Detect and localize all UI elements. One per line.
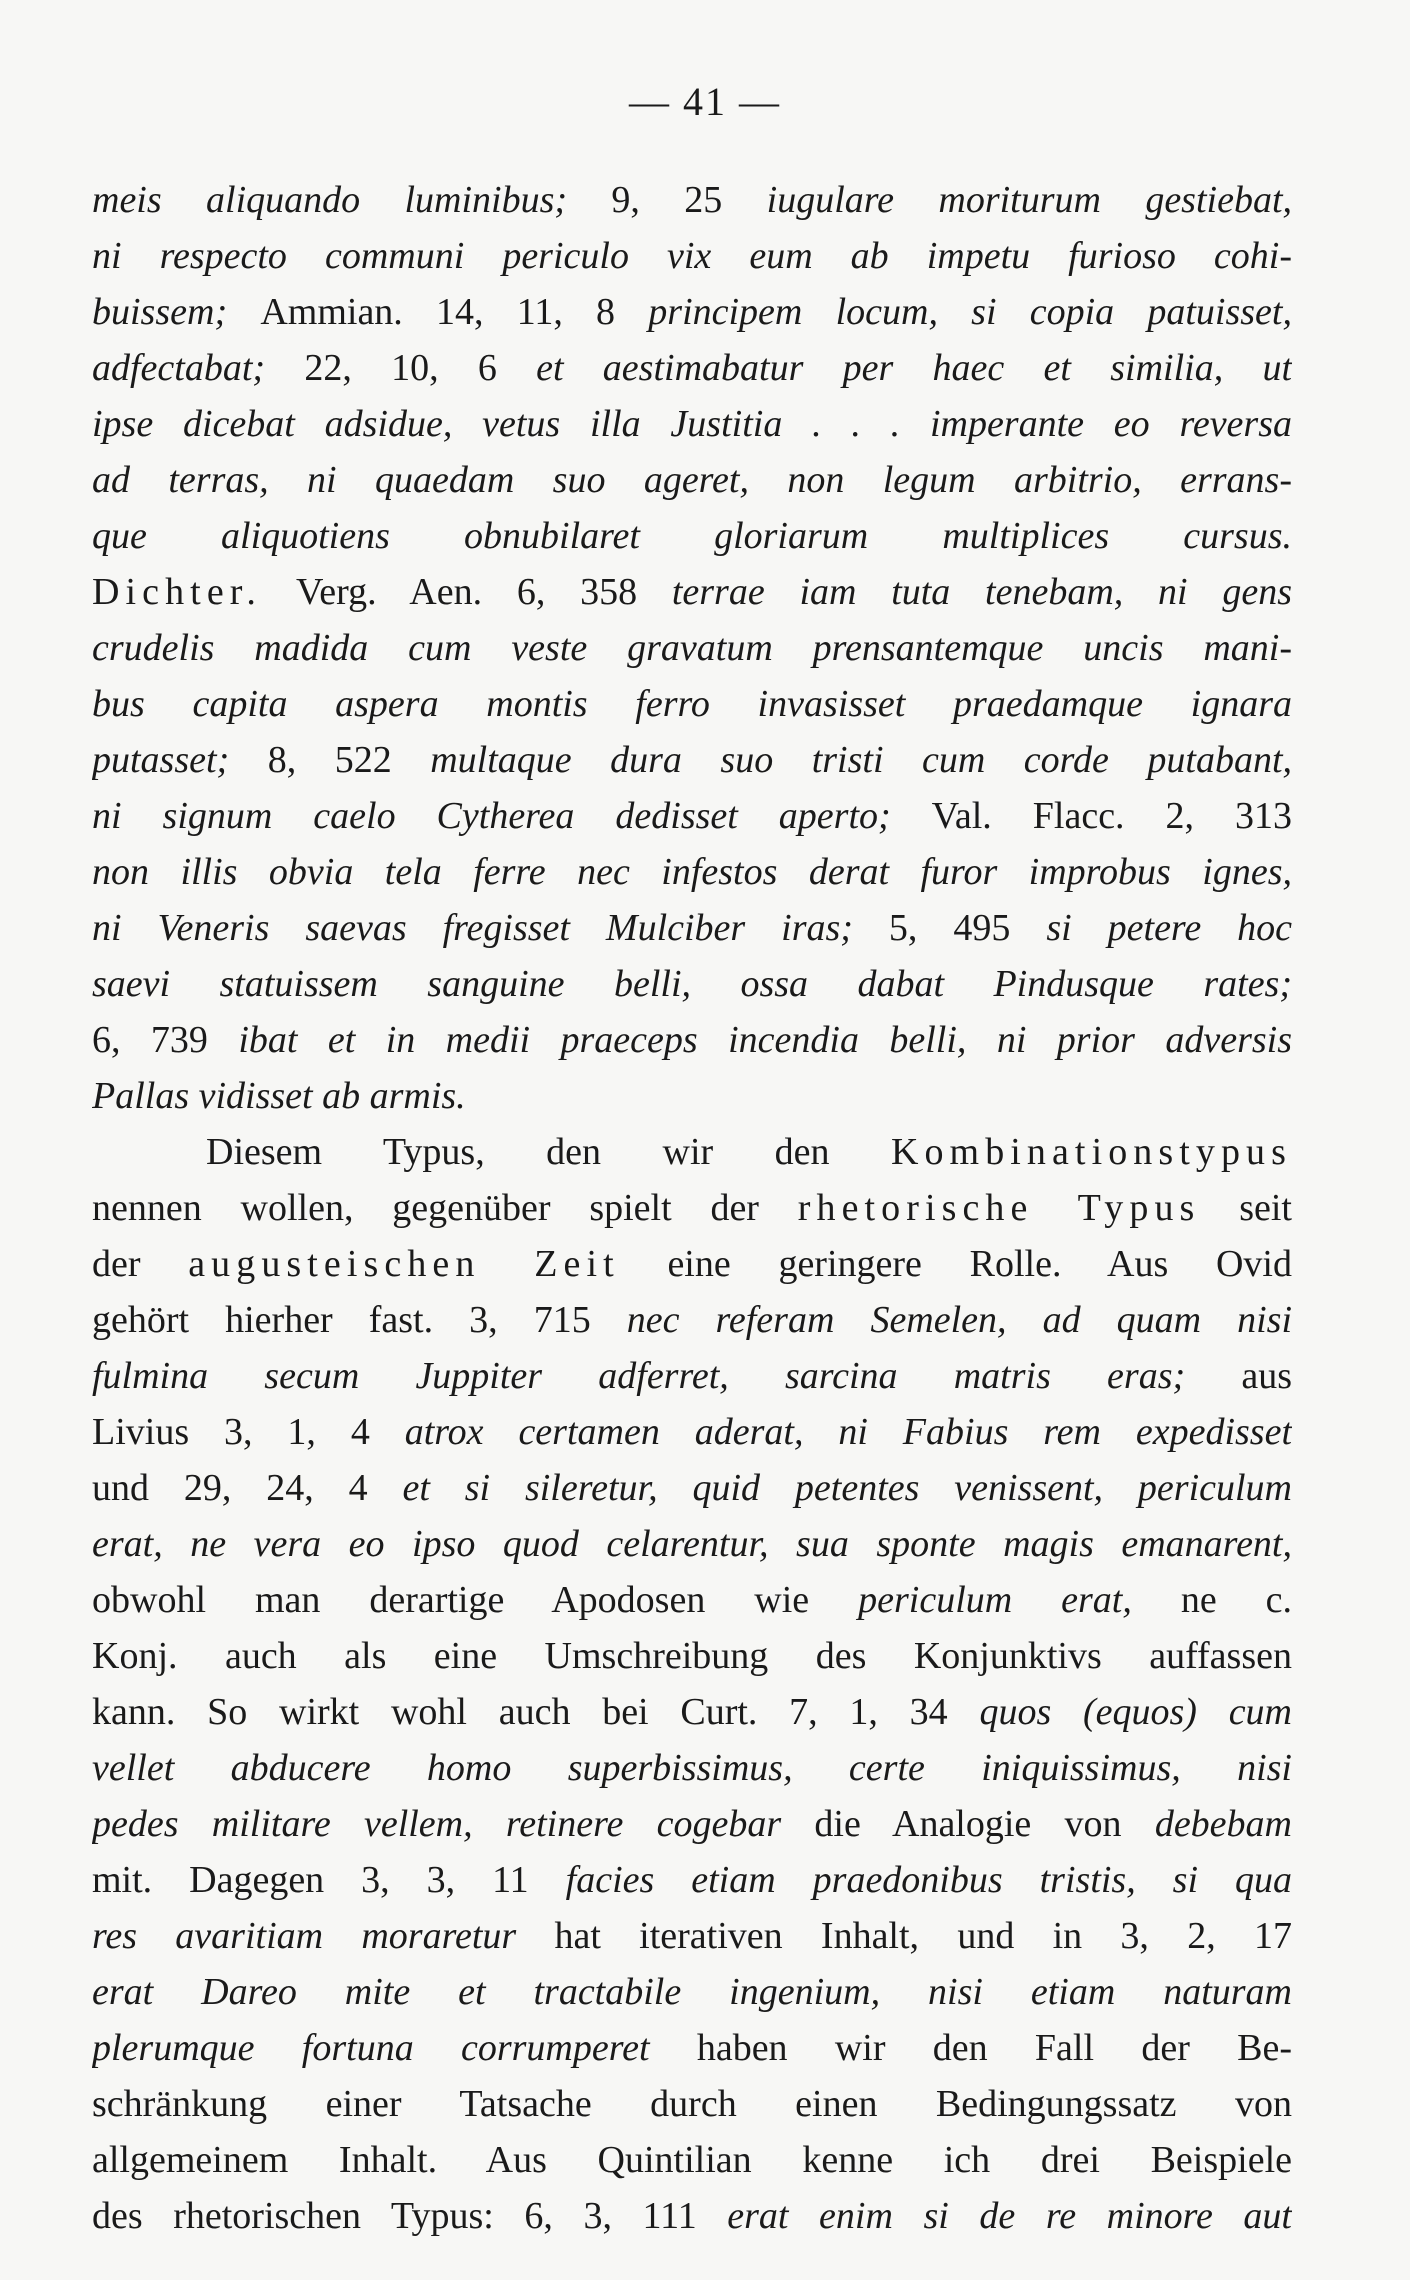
text-line bbox=[92, 1628, 1292, 1684]
text-segment: hat iterativen Inhalt, und in 3, 2, 17 bbox=[554, 1915, 1292, 1957]
latin-quote: et si sileretur, quid petentes venissent, periculum bbox=[402, 1467, 1292, 1509]
text-line bbox=[92, 1964, 1292, 2020]
text-segment: Ammian. 14, 11, 8 bbox=[260, 291, 649, 333]
text-segment: 9, 25 bbox=[611, 179, 767, 221]
latin-quote: nec referam Semelen, ad quam nisi bbox=[626, 1299, 1292, 1341]
text-line bbox=[92, 1292, 1292, 1348]
latin-quote: et aestimabatur per haec et similia, ut bbox=[536, 347, 1292, 389]
latin-quote: ibat et in medii praeceps incendia belli, ni prior adversis bbox=[238, 1019, 1292, 1061]
latin-quote: fulmina secum Juppiter adferret, sarcina matris eras; bbox=[92, 1355, 1242, 1397]
text-line bbox=[92, 1348, 1292, 1404]
text-line bbox=[92, 2132, 1292, 2188]
text-line bbox=[92, 620, 1292, 676]
text-segment: allgemeinem Inhalt. Aus Quintilian kenne ich drei Beispiele bbox=[92, 2139, 1292, 2181]
latin-quote: debebam bbox=[1154, 1803, 1292, 1845]
latin-quote: pedes militare vellem, retinere cogebar bbox=[92, 1803, 815, 1845]
latin-quote: ad terras, ni quaedam suo ageret, non legum arbitrio, errans- bbox=[92, 459, 1292, 501]
text-line bbox=[92, 508, 1292, 564]
text-line bbox=[92, 1124, 1292, 1180]
latin-quote: que aliquotiens obnubilaret gloriarum multiplices cursus. bbox=[92, 515, 1292, 557]
text-segment: 5, 495 bbox=[888, 907, 1047, 949]
text-line bbox=[92, 2076, 1292, 2132]
text-line bbox=[92, 1068, 1292, 1124]
text-line bbox=[92, 1796, 1292, 1852]
text-line bbox=[92, 956, 1292, 1012]
page-number: — 41 — bbox=[629, 79, 781, 124]
latin-quote: meis aliquando luminibus; bbox=[92, 179, 612, 221]
text-line bbox=[92, 228, 1292, 284]
text-segment: eine geringere Rolle. Aus Ovid bbox=[619, 1243, 1292, 1285]
text-line bbox=[92, 340, 1292, 396]
latin-quote: periculum erat, bbox=[858, 1579, 1181, 1621]
latin-quote: putasset; bbox=[92, 739, 268, 781]
text-line bbox=[92, 1684, 1292, 1740]
latin-quote: si petere hoc bbox=[1046, 907, 1292, 949]
text-line bbox=[92, 564, 1292, 620]
body-text bbox=[92, 172, 1292, 2244]
text-segment: Diesem Typus, den wir den bbox=[206, 1131, 891, 1173]
text-segment: mit. Dagegen 3, 3, 11 bbox=[92, 1859, 566, 1901]
text-line bbox=[92, 1516, 1292, 1572]
text-segment: Val. Flacc. 2, 313 bbox=[931, 795, 1292, 837]
text-line bbox=[92, 676, 1292, 732]
text-line bbox=[92, 1852, 1292, 1908]
latin-quote: erat enim si de re minore aut bbox=[727, 2195, 1292, 2237]
text-segment: die Analogie von bbox=[814, 1803, 1155, 1845]
text-segment: haben wir den Fall der Be- bbox=[696, 2027, 1292, 2069]
latin-quote: ni signum caelo Cytherea dedisset aperto; bbox=[92, 795, 932, 837]
text-segment: seit bbox=[1200, 1187, 1292, 1229]
latin-quote: saevi statuissem sanguine belli, ossa dabat Pindusque rates; bbox=[92, 963, 1292, 1005]
text-line bbox=[92, 2020, 1292, 2076]
text-line bbox=[92, 1460, 1292, 1516]
text-segment: Verg. Aen. 6, 358 bbox=[262, 571, 672, 613]
latin-quote: res avaritiam moraretur bbox=[92, 1915, 555, 1957]
latin-quote: erat Dareo mite et tractabile ingenium, nisi etiam naturam bbox=[92, 1971, 1292, 2013]
latin-quote: non illis obvia tela ferre nec infestos derat furor improbus ignes, bbox=[92, 851, 1292, 893]
latin-quote: facies etiam praedonibus tristis, si qua bbox=[565, 1859, 1292, 1901]
spaced-term: Dichter. bbox=[92, 571, 262, 613]
latin-quote: buissem; bbox=[92, 291, 261, 333]
latin-quote: vellet abducere homo superbissimus, certe iniquissimus, nisi bbox=[92, 1747, 1292, 1789]
text-segment: Livius 3, 1, 4 bbox=[92, 1411, 405, 1453]
latin-quote: adfectabat; bbox=[92, 347, 305, 389]
latin-quote: ipse dicebat adsidue, vetus illa Justitia . . . imperante eo reversa bbox=[92, 403, 1292, 445]
spaced-term: Kombinationstypus bbox=[890, 1131, 1292, 1173]
text-line bbox=[92, 1012, 1292, 1068]
latin-quote: erat, ne vera eo ipso quod celarentur, sua sponte magis emanarent, bbox=[92, 1523, 1292, 1565]
latin-quote: quos (equos) cum bbox=[979, 1691, 1292, 1733]
text-segment: nennen wollen, gegenüber spielt der bbox=[92, 1187, 798, 1229]
text-line bbox=[92, 1180, 1292, 1236]
text-segment: schränkung einer Tatsache durch einen Bedingungssatz von bbox=[92, 2083, 1292, 2125]
text-segment: 8, 522 bbox=[267, 739, 431, 781]
text-segment: aus bbox=[1241, 1355, 1292, 1397]
latin-quote: terrae iam tuta tenebam, ni gens bbox=[671, 571, 1292, 613]
latin-quote: Pallas vidisset ab armis. bbox=[92, 1075, 466, 1117]
latin-quote: iugulare moriturum gestiebat, bbox=[766, 179, 1292, 221]
text-segment: gehört hierher fast. 3, 715 bbox=[92, 1299, 627, 1341]
latin-quote: bus capita aspera montis ferro invasisset praedamque ignara bbox=[92, 683, 1292, 725]
text-line bbox=[92, 2188, 1292, 2244]
text-line bbox=[92, 452, 1292, 508]
text-segment: des rhetorischen Typus: 6, 3, 111 bbox=[92, 2195, 728, 2237]
spaced-term: augusteischen Zeit bbox=[188, 1243, 620, 1285]
latin-quote: crudelis madida cum veste gravatum prensantemque uncis mani- bbox=[92, 627, 1292, 669]
latin-quote: ni Veneris saevas fregisset Mulciber iras; bbox=[92, 907, 889, 949]
text-segment: 22, 10, 6 bbox=[304, 347, 537, 389]
latin-quote: ni respecto communi periculo vix eum ab impetu furioso cohi- bbox=[92, 235, 1292, 277]
text-segment: ne c. bbox=[1180, 1579, 1292, 1621]
latin-quote: multaque dura suo tristi cum corde putabant, bbox=[430, 739, 1292, 781]
text-segment: Konj. auch als eine Umschreibung des Konjunktivs auffassen bbox=[92, 1635, 1292, 1677]
spaced-term: rhetorische Typus bbox=[797, 1187, 1201, 1229]
text-line bbox=[92, 1740, 1292, 1796]
text-segment: der bbox=[92, 1243, 189, 1285]
text-line bbox=[92, 732, 1292, 788]
text-segment: und 29, 24, 4 bbox=[92, 1467, 403, 1509]
text-line bbox=[92, 1404, 1292, 1460]
text-segment: obwohl man derartige Apodosen wie bbox=[92, 1579, 859, 1621]
text-segment: kann. So wirkt wohl auch bei Curt. 7, 1, 34 bbox=[92, 1691, 980, 1733]
text-line bbox=[92, 284, 1292, 340]
text-line bbox=[92, 396, 1292, 452]
text-line bbox=[92, 788, 1292, 844]
latin-quote: atrox certamen aderat, ni Fabius rem expedisset bbox=[404, 1411, 1292, 1453]
text-segment: 6, 739 bbox=[92, 1019, 239, 1061]
text-line bbox=[92, 1908, 1292, 1964]
text-line bbox=[92, 1236, 1292, 1292]
text-line bbox=[92, 900, 1292, 956]
text-line bbox=[92, 172, 1292, 228]
latin-quote: principem locum, si copia patuisset, bbox=[648, 291, 1292, 333]
text-line bbox=[92, 1572, 1292, 1628]
latin-quote: plerumque fortuna corrumperet bbox=[92, 2027, 697, 2069]
text-line bbox=[92, 844, 1292, 900]
